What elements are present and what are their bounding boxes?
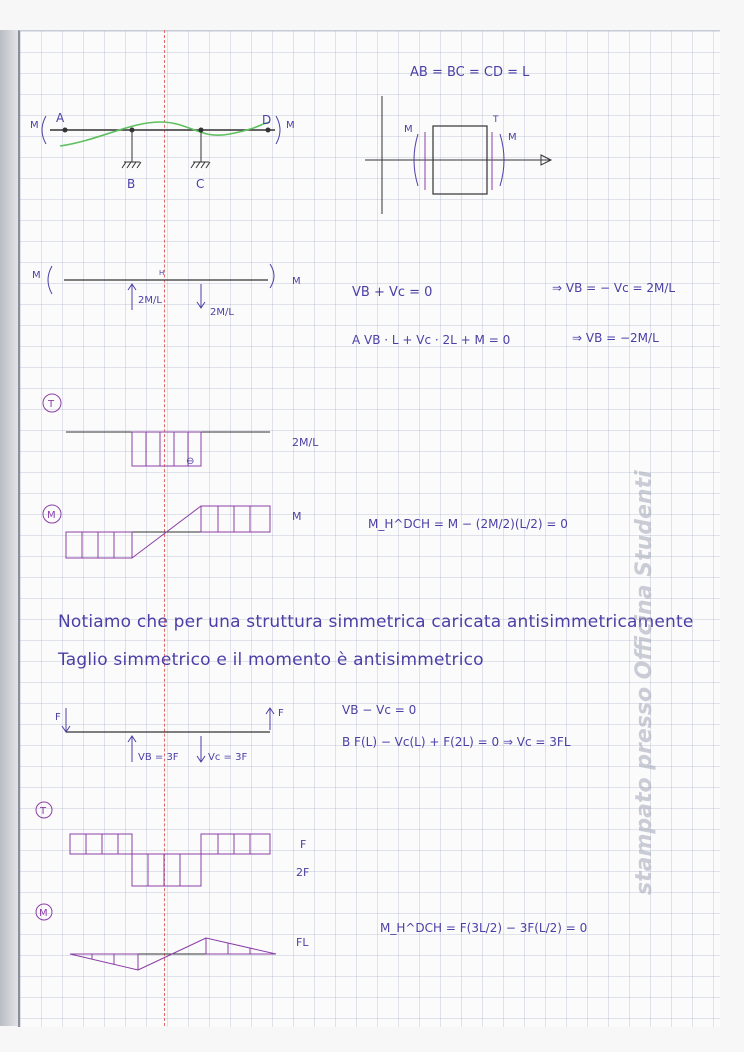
fb-reaction-c: 2M/L xyxy=(210,307,234,318)
eq2-left: A VB · L + Vc · 2L + M = 0 xyxy=(352,333,511,347)
free-body-diagram xyxy=(32,264,301,318)
label-b: B xyxy=(127,177,136,191)
m1-circle-label: M xyxy=(47,510,56,521)
eq1-left: VB + Vc = 0 xyxy=(352,285,433,300)
load-left: F xyxy=(55,712,61,723)
second-load-case xyxy=(55,703,571,763)
deformed-shape xyxy=(60,122,270,146)
moment-diagram-1 xyxy=(43,505,568,558)
fb-moment-right: M xyxy=(292,276,301,287)
moment-diagram-2 xyxy=(36,904,587,970)
reaction-vc: Vc = 3F xyxy=(208,752,248,763)
reaction-vb: VB = 3F xyxy=(138,752,179,763)
watermark: stampato presso Officina Studenti xyxy=(632,470,657,895)
label-d: D xyxy=(262,113,272,127)
shear-diagram-2 xyxy=(36,802,309,886)
section-moment-left: M xyxy=(404,124,413,135)
eq1-right: ⇒ VB = − Vc = 2M/L xyxy=(552,281,676,295)
eq2-right: ⇒ VB = −2M/L xyxy=(572,331,659,345)
fb-midpoint-label: H xyxy=(159,269,165,277)
m2-equation: M_H^DCH = F(3L/2) − 3F(L/2) = 0 xyxy=(380,921,588,935)
m2-circle-label: M xyxy=(39,908,48,919)
m2-value: FL xyxy=(296,936,309,949)
beam-diagram xyxy=(30,111,295,191)
t2-value-f: F xyxy=(300,838,307,851)
load-right: F xyxy=(278,708,284,719)
fb-moment-left: M xyxy=(32,270,41,281)
case2-eq2: B F(L) − Vc(L) + F(2L) = 0 ⇒ Vc = 3FL xyxy=(342,735,571,749)
t1-circle-label: T xyxy=(48,399,55,410)
label-c: C xyxy=(196,177,205,191)
fb-reaction-b: 2M/L xyxy=(138,295,162,306)
t2-value-2f: 2F xyxy=(296,866,310,879)
note-line-1: Notiamo che per una struttura simmetrica caricata antisimmetricamente xyxy=(58,612,694,632)
t1-value: 2M/L xyxy=(292,436,319,449)
note-line-2: Taglio simmetrico e il momento è antisimmetrico xyxy=(58,650,484,670)
label-a: A xyxy=(56,111,65,125)
shear-diagram-1 xyxy=(43,394,319,467)
header-equation: AB = BC = CD = L xyxy=(410,65,530,80)
t1-sign: ⊖ xyxy=(186,456,195,467)
m1-value: M xyxy=(292,510,302,523)
case2-eq1: VB − Vc = 0 xyxy=(342,703,417,717)
section-sketch xyxy=(365,96,551,214)
moment-left: M xyxy=(30,120,39,131)
moment-right: M xyxy=(286,120,295,131)
t2-circle-label: T xyxy=(40,806,47,817)
m1-equation: M_H^DCH = M − (2M/2)(L/2) = 0 xyxy=(368,517,568,531)
section-moment-right: M xyxy=(508,132,517,143)
section-shear-label: T xyxy=(493,115,499,125)
